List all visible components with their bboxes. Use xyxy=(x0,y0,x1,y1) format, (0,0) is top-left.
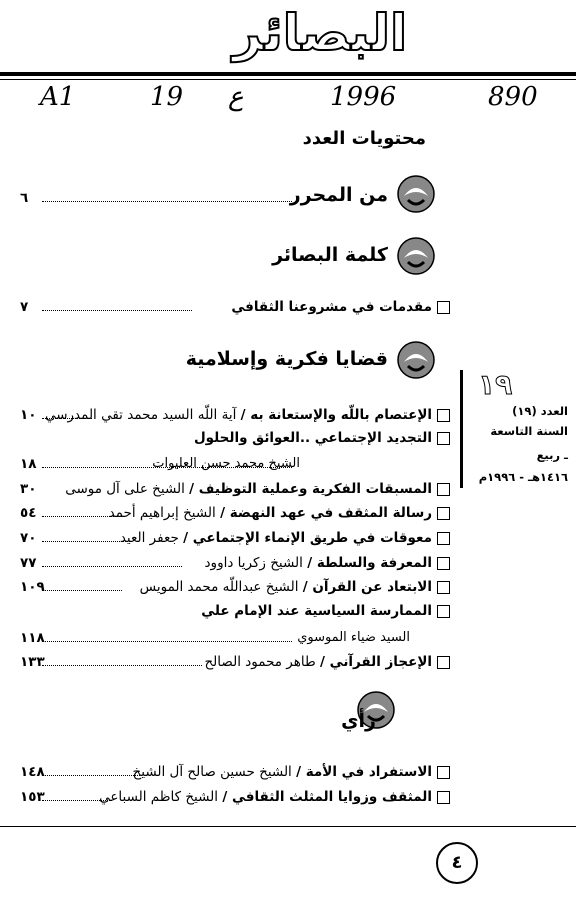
toc-row[interactable] xyxy=(20,528,450,550)
checkbox-icon xyxy=(437,507,450,520)
checkbox-icon xyxy=(437,409,450,422)
page-number: ٣٠ xyxy=(20,481,37,497)
checkbox-icon xyxy=(437,483,450,496)
page-number: ١٠ xyxy=(20,407,37,423)
entry-title: التجديد الإجتماعي ..العوائق والحلول xyxy=(193,430,432,446)
toc-subrow[interactable] xyxy=(20,628,450,650)
toc-row[interactable] xyxy=(20,577,450,599)
issue-box-bar xyxy=(460,370,463,488)
note-year: 1996 xyxy=(330,82,397,112)
year-label: السنة التاسعة xyxy=(490,424,568,438)
page-number-badge: ٤ xyxy=(436,842,478,884)
entry-title: الإعجاز القرآني / طاهر محمود الصالح xyxy=(204,654,432,670)
section-title: من المحرر xyxy=(289,184,388,206)
leader-dots xyxy=(42,541,132,542)
page-number: ٧ xyxy=(20,299,29,315)
entry-title: مقدمات في مشروعنا الثقافي xyxy=(231,299,432,315)
note-ref: A1 xyxy=(40,82,76,112)
leader-dots xyxy=(42,516,122,517)
page-number: ١٤٨ xyxy=(20,764,45,780)
checkbox-icon xyxy=(437,557,450,570)
header-rule xyxy=(0,72,576,76)
header-rule-thin xyxy=(0,79,576,80)
note-code: 890 xyxy=(488,82,538,112)
note-marker: ع xyxy=(228,82,244,112)
page-number: ٧٧ xyxy=(20,555,37,571)
date-label: ١٤١٦هـ - ١٩٩٦م xyxy=(478,470,568,484)
checkbox-icon xyxy=(437,301,450,314)
leader-dots xyxy=(42,201,292,202)
entry-title: الاستفراد في الأمة / الشيخ حسين صالح آل الشيخ xyxy=(132,764,432,780)
section-ray xyxy=(0,690,576,730)
page-number: ١٣٣ xyxy=(20,654,45,670)
note-day: 19 xyxy=(150,82,184,112)
toc-row[interactable] xyxy=(20,553,450,575)
entry-title: رسالة المثقف في عهد النهضة / الشيخ إبراهيم أحمد xyxy=(108,505,432,521)
toc-row[interactable] xyxy=(20,479,450,501)
toc-row[interactable] xyxy=(20,297,450,319)
page-number: ٧٠ xyxy=(20,530,37,546)
section-title: كلمة البصائر xyxy=(272,244,388,266)
leader-dots xyxy=(42,418,92,419)
medallion-icon xyxy=(396,340,436,380)
checkbox-icon xyxy=(437,656,450,669)
section-title: رأي xyxy=(341,710,376,732)
masthead-logo: البصائر xyxy=(232,4,408,62)
page-number: ١٠٩ xyxy=(20,579,45,595)
checkbox-icon xyxy=(437,766,450,779)
leader-dots xyxy=(42,590,122,591)
page-number: ١٥٣ xyxy=(20,789,45,805)
entry-title: المعرفة والسلطة / الشيخ زكريا داوود xyxy=(204,555,432,571)
entry-title: المسبقات الفكرية وعملية التوظيف / الشيخ على آل موسى xyxy=(65,481,432,497)
issue-box xyxy=(466,404,572,494)
checkbox-icon xyxy=(437,791,450,804)
handwritten-note xyxy=(0,82,576,122)
leader-dots xyxy=(42,310,192,311)
checkbox-icon xyxy=(437,532,450,545)
toc-row[interactable] xyxy=(20,601,450,623)
page-number: ٦ xyxy=(20,190,29,206)
toc-row[interactable] xyxy=(20,188,300,210)
entry-title: المثقف وزوايا المثلث الثقافي / الشيخ كاظم السباعي xyxy=(99,789,432,805)
checkbox-icon xyxy=(437,605,450,618)
entry-title: معوقات في طريق الإنماء الإجتماعي / جعفر العيد xyxy=(119,530,432,546)
entry-author: السيد ضياء الموسوي xyxy=(297,630,410,645)
toc-title: محتويات العدد xyxy=(302,128,426,149)
page-number: ٥٤ xyxy=(20,505,37,521)
toc-row[interactable] xyxy=(20,428,450,450)
entry-title: الابتعاد عن القرآن / الشيخ عبداللّه محمد المويس xyxy=(139,579,432,595)
checkbox-icon xyxy=(437,581,450,594)
leader-dots xyxy=(42,566,182,567)
entry-title: الممارسة السياسية عند الإمام علي xyxy=(201,603,432,619)
entry-author: الشيخ محمد حسن العليوات xyxy=(152,456,300,471)
section-title: قضايا فكرية وإسلامية xyxy=(185,348,388,370)
checkbox-icon xyxy=(437,432,450,445)
entry-title: الإعتصام باللّه والإستعانة به / آية اللّه السيد محمد تقي المدرسي xyxy=(44,407,432,423)
leader-dots xyxy=(42,665,202,666)
toc-subrow[interactable] xyxy=(20,454,450,476)
season-label: ـ ربيع xyxy=(536,448,568,462)
leader-dots xyxy=(42,800,112,801)
medallion-icon xyxy=(396,174,436,214)
page-number: ١٨ xyxy=(20,456,37,472)
toc-row[interactable] xyxy=(20,405,450,427)
section-kalima xyxy=(0,236,576,276)
toc-row[interactable] xyxy=(20,762,450,784)
leader-dots xyxy=(42,641,292,642)
issue-label: العدد (١٩) xyxy=(512,404,568,418)
leader-dots xyxy=(42,467,292,468)
toc-row[interactable] xyxy=(20,503,450,525)
footer-rule xyxy=(0,826,576,827)
toc-row[interactable] xyxy=(20,652,450,674)
leader-dots xyxy=(42,775,142,776)
medallion-icon xyxy=(396,236,436,276)
toc-row[interactable] xyxy=(20,787,450,809)
page-number: ١١٨ xyxy=(20,630,45,646)
issue-number: ١٩ xyxy=(478,368,513,401)
